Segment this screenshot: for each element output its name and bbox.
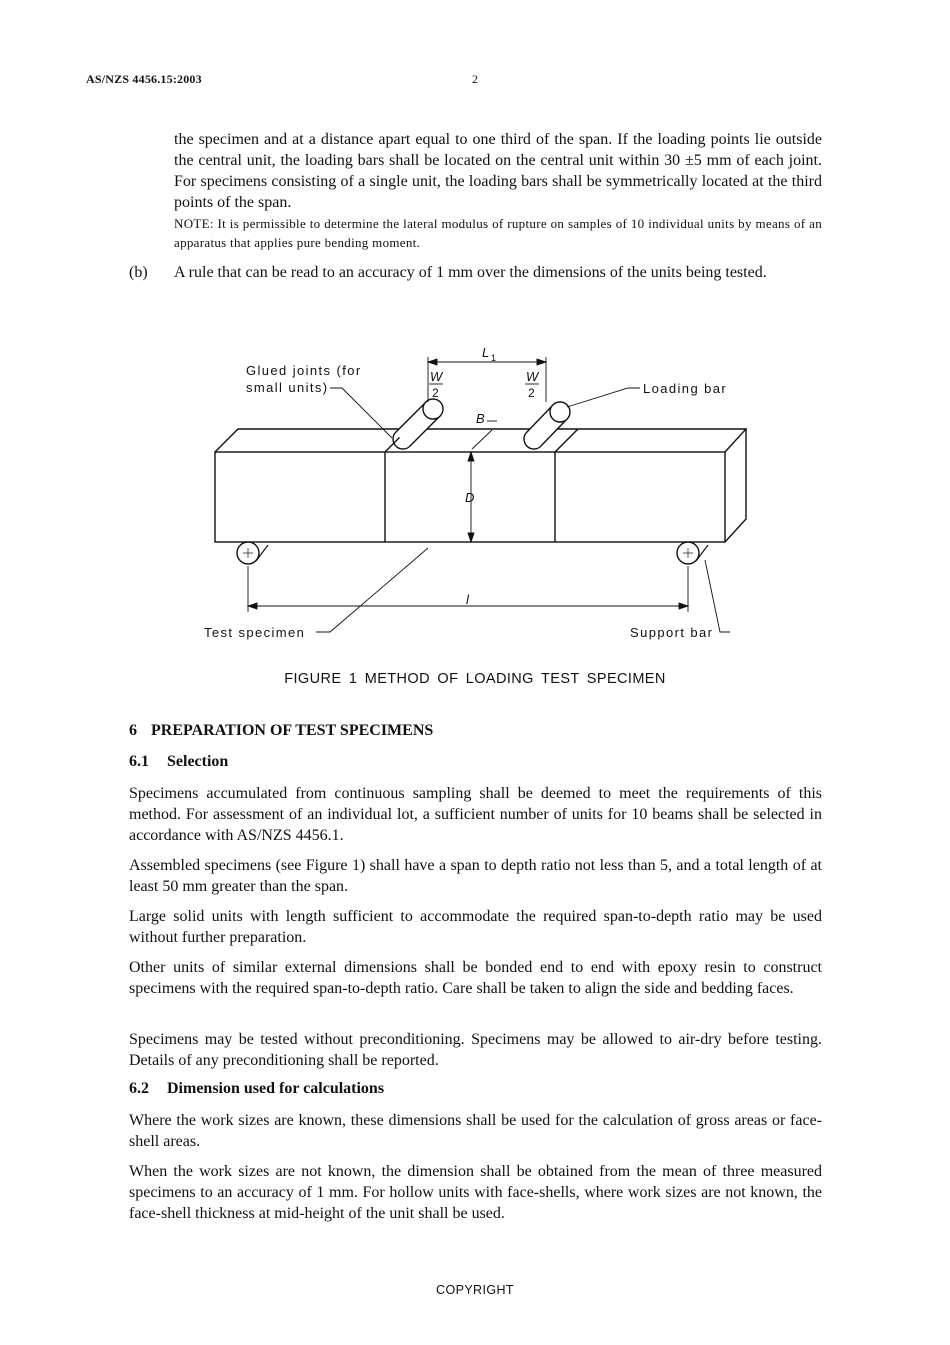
loading-bar-left bbox=[393, 399, 443, 449]
page-number: 2 bbox=[472, 72, 478, 86]
depth-label: D bbox=[465, 490, 475, 505]
loading-bar-leader bbox=[567, 388, 640, 407]
loading-diagram bbox=[0, 330, 950, 660]
support-bar-label: Support bar bbox=[630, 625, 714, 640]
s61-paragraph-3: Large solid units with length sufficient to accommodate the required span-to-depth ratio may be used without further preparation. bbox=[129, 908, 822, 946]
w-half-left-numerator: W bbox=[430, 369, 443, 384]
test-specimen-label: Test specimen bbox=[204, 625, 306, 640]
section-6-number: 6 bbox=[129, 722, 137, 739]
test-specimen-leader bbox=[316, 548, 428, 632]
section-6-1-title: Selection bbox=[167, 753, 229, 770]
loading-bar-right bbox=[524, 402, 570, 449]
copyright-footer: COPYRIGHT bbox=[436, 1283, 514, 1297]
w-half-right-denominator: 2 bbox=[528, 386, 535, 400]
s62-paragraph-1: Where the work sizes are known, these dimensions shall be used for the calculation of gross areas or face-shell areas. bbox=[129, 1112, 822, 1150]
intro-paragraph: the specimen and at a distance apart equal to one third of the span. If the loading points lie outside the central unit, the loading bars shall be located on the central unit within 30 ±5 mm of each joint. For specimens consisting of a single unit, the loading bars shall be symmetrically located at the third points of the span. bbox=[174, 131, 822, 211]
beam-side-face bbox=[725, 429, 746, 542]
glued-joints-label-2: small units) bbox=[246, 380, 329, 395]
section-6-2-heading bbox=[129, 1080, 384, 1098]
section-6-1-number: 6.1 bbox=[129, 753, 149, 770]
loading-bar-label: Loading bar bbox=[643, 381, 728, 396]
intro-note: NOTE: It is permissible to determine the lateral modulus of rupture on samples of 10 individual units by means of an apparatus that applies pure bending moment. bbox=[174, 216, 822, 250]
glued-joints-leader bbox=[330, 388, 392, 438]
s61-paragraph-2: Assembled specimens (see Figure 1) shall have a span to depth ratio not less than 5, and a total length of at least 50 mm greater than the span. bbox=[129, 857, 822, 895]
support-bar-left bbox=[237, 542, 268, 564]
s61-paragraph-1: Specimens accumulated from continuous sampling shall be deemed to meet the requirements of this method. For assessment of an individual lot, a sufficient number of units for 10 beams shall be selected in accordance with AS/NZS 4456.1. bbox=[129, 785, 822, 844]
section-6-1-heading bbox=[129, 753, 228, 771]
section-6-title: PREPARATION OF TEST SPECIMENS bbox=[151, 722, 434, 739]
s62-paragraph-2: When the work sizes are not known, the dimension shall be obtained from the mean of three measured specimens to an accuracy of 1 mm. For hollow units with face-shells, where work sizes are not known, the face-shell thickness at mid-height of the unit shall be used. bbox=[129, 1163, 822, 1222]
w-half-right-numerator: W bbox=[526, 369, 539, 384]
section-6-2-title: Dimension used for calculations bbox=[167, 1080, 385, 1097]
glued-joints-label-1: Glued joints (for bbox=[246, 363, 362, 378]
span-l1-subscript: 1 bbox=[491, 353, 497, 363]
section-6-2-number: 6.2 bbox=[129, 1080, 149, 1097]
section-6-heading bbox=[129, 722, 433, 740]
item-b-text: A rule that can be read to an accuracy of 1 mm over the dimensions of the units being tested. bbox=[174, 264, 767, 281]
span-l1-label: L bbox=[482, 345, 490, 360]
item-b-marker: (b) bbox=[129, 264, 148, 281]
standard-designation: AS/NZS 4456.15:2003 bbox=[86, 72, 202, 86]
breadth-label: B bbox=[476, 411, 485, 426]
s61-paragraph-4: Other units of similar external dimensions shall be bonded end to end with epoxy resin to construct specimens with the required span-to-depth ratio. Care shall be taken to align the side and bedding faces. bbox=[129, 959, 822, 997]
figure-caption: FIGURE 1 METHOD OF LOADING TEST SPECIMEN bbox=[284, 671, 666, 687]
support-bar-leader bbox=[705, 560, 730, 632]
span-label: l bbox=[466, 592, 469, 607]
w-half-left-denominator: 2 bbox=[432, 386, 439, 400]
s61-paragraph-5: Specimens may be tested without preconditioning. Specimens may be allowed to air-dry before testing. Details of any preconditioning shall be reported. bbox=[129, 1031, 822, 1069]
support-bar-right bbox=[677, 542, 708, 564]
